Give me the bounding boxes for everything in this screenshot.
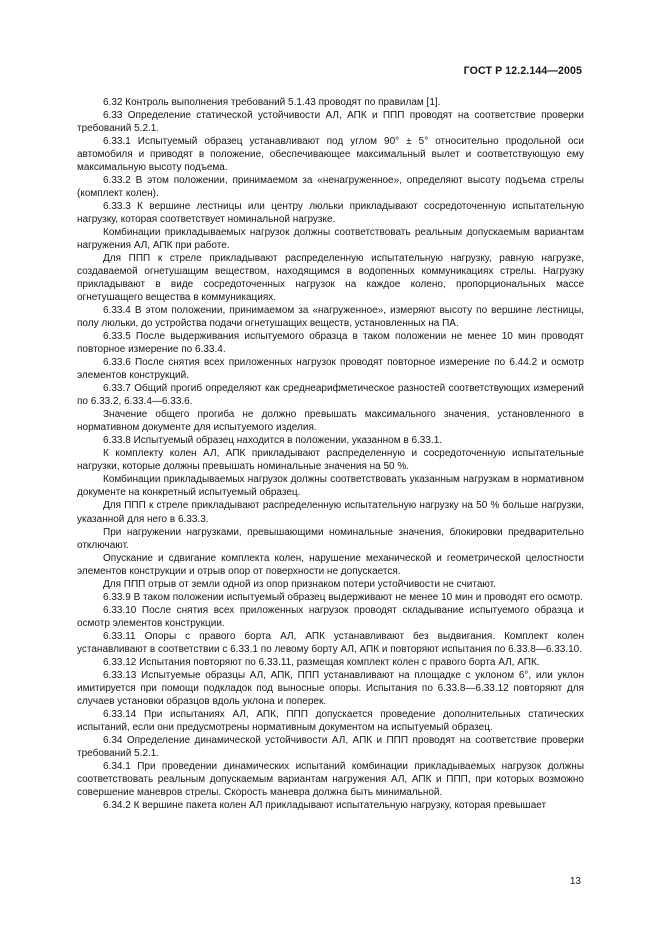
paragraph: Для ППП отрыв от земли одной из опор признаком потери устойчивости не считают.	[103, 578, 496, 590]
paragraph: 6.33.10 После снятия всех приложенных нагрузок проводят складывание испытуемого образца и осмотр элементов конструкции.	[77, 604, 584, 629]
paragraph: 6.33.14 При испытаниях АЛ, АПК, ППП допускается проведение дополнительных статических испытаний, если они предусмотрены нормативным документом на испытуемый образец.	[77, 708, 584, 733]
paragraph: 6.33.6 После снятия всех приложенных нагрузок проводят повторное измерение по 6.44.2 и осмотр элементов конструкций.	[77, 357, 584, 382]
paragraph: Для ППП к стреле прикладывают распределенную испытательную нагрузку на 50 % больше нагрузки, указанной для него в 6.33.3.	[77, 500, 584, 525]
paragraph: Комбинации прикладываемых нагрузок должны соответствовать указанным нагрузкам в нормативном документе на конкретный испытуемый образец.	[77, 474, 584, 499]
paragraph: 6.33.7 Общий прогиб определяют как среднеарифметическое разностей соответствующих измерений по 6.33.2, 6.33.4—6.33.6.	[77, 383, 584, 408]
paragraph: 6.33.8 Испытуемый образец находится в положении, указанном в 6.33.1.	[103, 435, 443, 447]
paragraph: 6.32 Контроль выполнения требований 5.1.43 проводят по правилам [1].	[103, 97, 441, 108]
document-body	[77, 96, 584, 812]
paragraph: 6.33.13 Испытуемые образцы АЛ, АПК, ППП устанавливают на площадке с уклоном 6°, или уклон имитируется при помощи подкладок под выносные опоры. Испытания по 6.33.8—6.33.12 повторяют для случаев установки образцов вдоль уклона и поперек.	[77, 669, 584, 707]
paragraph: Опускание и сдвигание комплекта колен, нарушение механической и геометрической целостности элементов конструкции и отрыв опор от поверхности не допускается.	[77, 552, 584, 577]
paragraph: 6.33.2 В этом положении, принимаемом за «ненагруженное», определяют высоту подъема стрелы (комплект колен).	[77, 175, 584, 200]
paragraph: 6.33.9 В таком положении испытуемый образец выдерживают не менее 10 мин и проводят его осмотр.	[103, 591, 583, 603]
paragraph: Комбинации прикладываемых нагрузок должны соответствовать реальным допускаемым вариантам нагружения АЛ, АПК при работе.	[77, 227, 584, 252]
paragraph: 6.33.1 Испытуемый образец устанавливают под углом 90° ± 5° относительно продольной оси автомобиля и приводят в положение, обеспечивающее максимальный вылет и соответствующую ему максимальную высоту подъема.	[77, 136, 584, 174]
paragraph: 6.34.1 При проведении динамических испытаний комбинации прикладываемых нагрузок должны соответствовать реальным допускаемым вариантам нагружения АЛ, АПК и ППП, при которых возможно совершение маневров стрелы. Скорость маневра должна быть минимальной.	[77, 760, 584, 798]
paragraph: 6.33 Определение статической устойчивости АЛ, АПК и ППП проводят на соответствие проверки требований 5.2.1.	[77, 110, 584, 135]
paragraph: 6.33.3 К вершине лестницы или центру люльки прикладывают сосредоточенную испытательную нагрузку, которая соответствует номинальной нагрузке.	[77, 201, 584, 226]
page-number: 13	[569, 876, 581, 887]
document-header: ГОСТ Р 12.2.144—2005	[463, 65, 582, 77]
paragraph: 6.33.11 Опоры с правого борта АЛ, АПК устанавливают без выдвигания. Комплект колен устанавливают в соответствии с 6.33.1 по левому борту АЛ, АПК и повторяют испытания по 6.33.8—6.33.10.	[77, 630, 584, 655]
paragraph: 6.33.12 Испытания повторяют по 6.33.11, размещая комплект колен с правого борта АЛ, АПК.	[103, 656, 540, 668]
paragraph: 6.33.4 В этом положении, принимаемом за «нагруженное», измеряют высоту по вершине лестницы, полу люльки, до устройства подачи огнетушащих веществ, установленных на ПА.	[77, 305, 584, 330]
paragraph: При нагружении нагрузками, превышающими номинальные значения, блокировки предварительно отключают.	[77, 526, 584, 551]
paragraph: 6.34.2 К вершине пакета колен АЛ прикладывают испытательную нагрузку, которая превышает	[103, 799, 547, 811]
paragraph: Для ППП к стреле прикладывают распределенную испытательную нагрузку, равную нагрузке, создаваемой огнетушащим веществом, находящимся в водопенных коммуникациях стрелы. Нагрузку прикладывают в виде сосредоточенных нагрузок на каждое колено, пропорциональных массе огнетушащего вещества в коммуникациях.	[77, 253, 584, 304]
paragraph: Значение общего прогиба не должно превышать максимального значения, установленного в нормативном документе для испытуемого изделия.	[77, 409, 584, 434]
paragraph: К комплекту колен АЛ, АПК прикладывают распределенную и сосредоточенную испытательные нагрузки, которые должны превышать номинальные значения на 50 %.	[77, 448, 584, 473]
paragraph: 6.34 Определение динамической устойчивости АЛ, АПК и ППП проводят на соответствие проверки требований 5.2.1.	[77, 734, 584, 759]
paragraph: 6.33.5 После выдерживания испытуемого образца в таком положении не менее 10 мин проводят повторное измерение по 6.33.4.	[77, 331, 584, 356]
